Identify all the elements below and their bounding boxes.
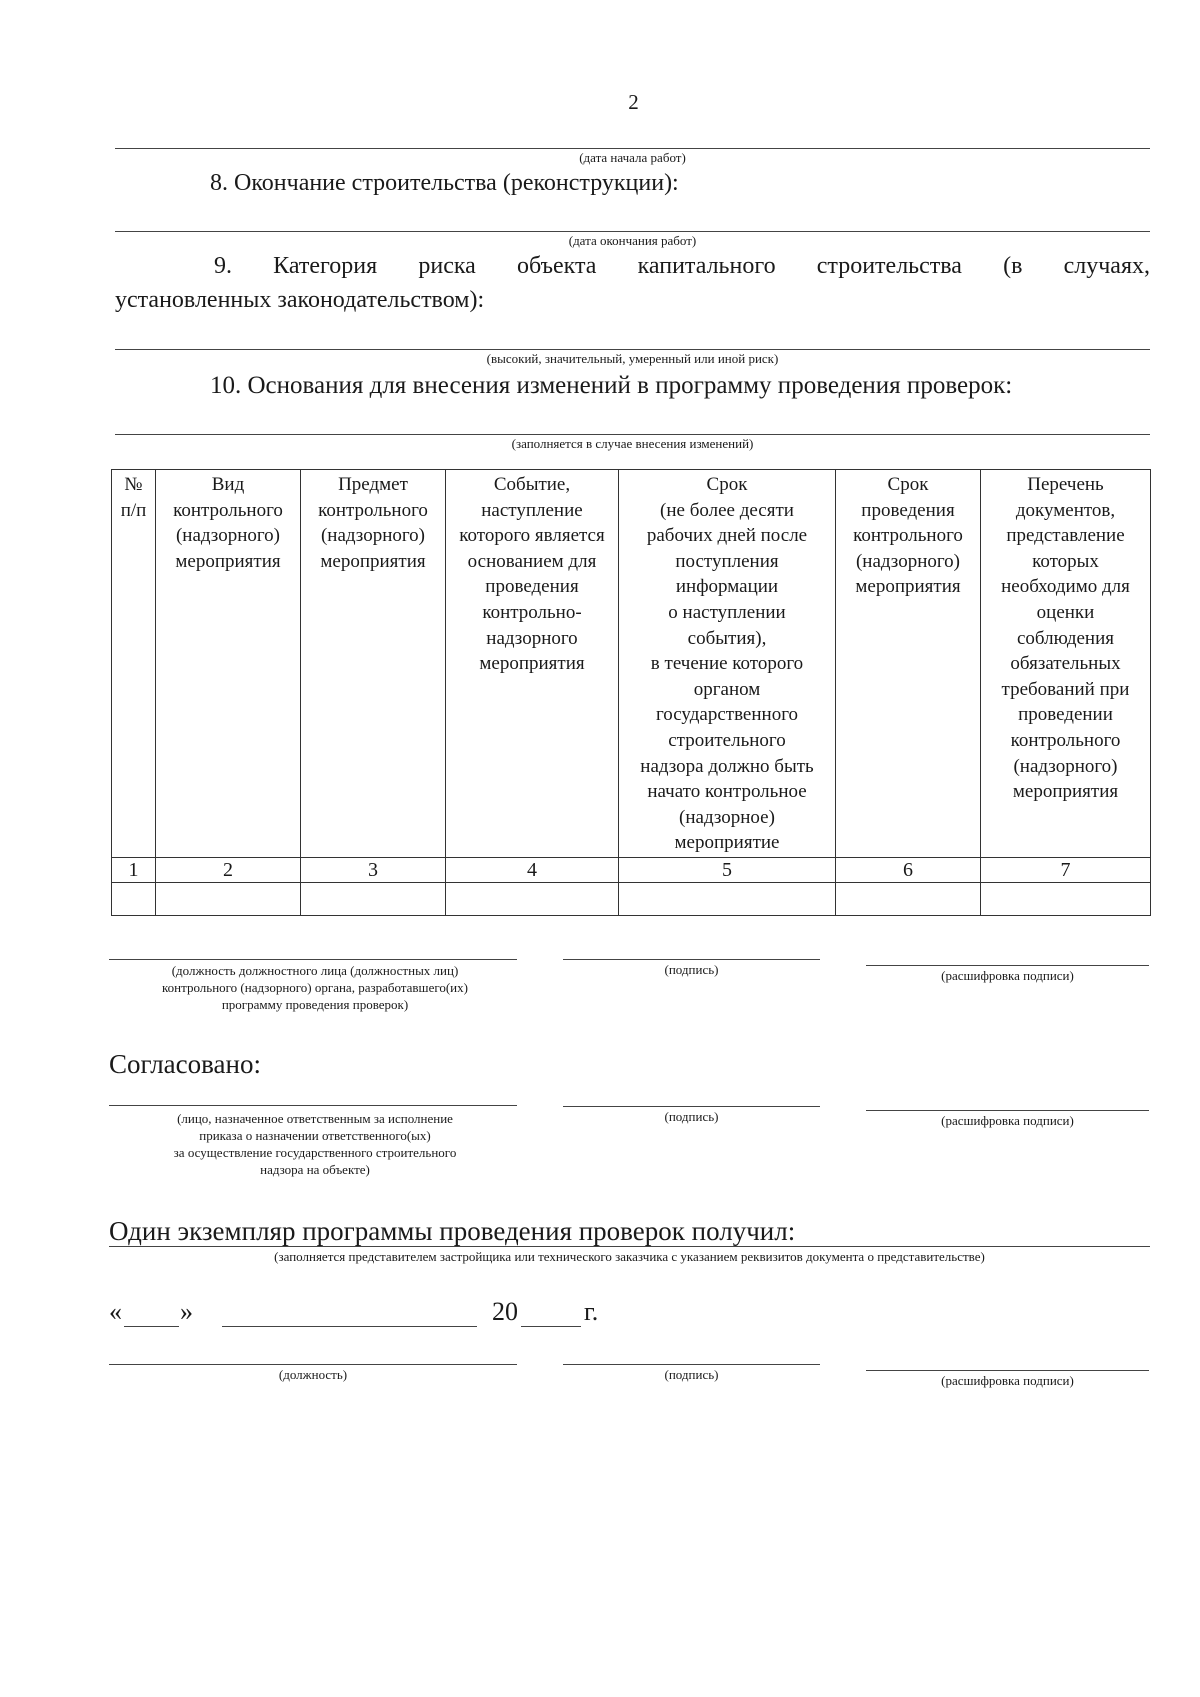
section-9-line-1-text: 9. Категория риска объекта капитального строительства (в случаях, <box>214 253 1150 279</box>
number-cell: 6 <box>836 858 981 883</box>
section-9-line-1 <box>214 253 1150 280</box>
recipient-decryption-line[interactable] <box>866 1370 1149 1371</box>
header-cell: Срок (не более десяти рабочих дней после поступления информации о наступлении события), в течение которого органом государственного строительного надзора должно быть начато контрольное (надзорное) мероприятие <box>619 470 836 858</box>
agreed-signature-caption: (подпись) <box>664 1109 719 1124</box>
table-cell[interactable] <box>836 883 981 916</box>
table-cell[interactable] <box>981 883 1151 916</box>
risk-caption: (высокий, значительный, умеренный или иной риск) <box>486 351 779 366</box>
recipient-decryption-caption: (расшифровка подписи) <box>941 1373 1074 1388</box>
agreed-decryption-line[interactable] <box>866 1110 1149 1111</box>
number-cell: 7 <box>981 858 1151 883</box>
changes-caption: (заполняется в случае внесения изменений) <box>511 436 754 451</box>
developer-position-caption: (должность должностного лица (должностных лиц) контрольного (надзорного) органа, разработавшего(их) программу проведения проверок) <box>162 963 468 1012</box>
date-close-quote: » <box>180 1297 193 1326</box>
agreed-signature-line[interactable] <box>563 1106 820 1107</box>
end-date-caption: (дата окончания работ) <box>568 233 697 248</box>
agreed-heading: Согласовано: <box>109 1049 261 1079</box>
section-10-heading: 10. Основания для внесения изменений в программу проведения проверок: <box>210 372 1013 399</box>
recipient-signature-line[interactable] <box>563 1364 820 1365</box>
table-row <box>112 883 1151 916</box>
section-9-line-2: установленных законодательством): <box>115 287 485 313</box>
start-date-line <box>115 148 1150 149</box>
recipient-position-caption: (должность) <box>278 1367 348 1382</box>
header-cell: Срок проведения контрольного (надзорного) мероприятия <box>836 470 981 858</box>
number-cell: 2 <box>156 858 301 883</box>
number-cell: 5 <box>619 858 836 883</box>
developer-signature-line[interactable] <box>563 959 820 960</box>
recipient-signature-caption: (подпись) <box>664 1367 719 1382</box>
date-month-line[interactable] <box>222 1326 477 1327</box>
header-cell: № п/п <box>112 470 156 858</box>
number-cell: 4 <box>446 858 619 883</box>
received-caption: (заполняется представителем застройщика или технического заказчика с указанием реквизитов документа о представительстве) <box>274 1249 985 1264</box>
agreed-decryption-caption: (расшифровка подписи) <box>941 1113 1074 1128</box>
developer-decryption-line[interactable] <box>866 965 1149 966</box>
header-cell: Предмет контрольного (надзорного) мероприятия <box>301 470 446 858</box>
received-heading: Один экземпляр программы проведения проверок получил: <box>109 1216 796 1246</box>
table-header-row <box>112 470 1151 858</box>
table-cell[interactable] <box>619 883 836 916</box>
table-cell[interactable] <box>112 883 156 916</box>
agreed-person-line[interactable] <box>109 1105 517 1106</box>
number-cell: 1 <box>112 858 156 883</box>
date-year-line[interactable] <box>521 1326 581 1327</box>
header-cell: Перечень документов, представление которых необходимо для оценки соблюдения обязательных требований при проведении контрольного (надзорного) мероприятия <box>981 470 1151 858</box>
developer-position-line[interactable] <box>109 959 517 960</box>
table-cell[interactable] <box>446 883 619 916</box>
table-number-row <box>112 858 1151 883</box>
date-day-line[interactable] <box>124 1326 179 1327</box>
risk-line <box>115 349 1150 350</box>
developer-decryption-caption: (расшифровка подписи) <box>941 968 1074 983</box>
table-cell[interactable] <box>301 883 446 916</box>
header-cell: Вид контрольного (надзорного) мероприятия <box>156 470 301 858</box>
end-date-line <box>115 231 1150 232</box>
date-open-quote: « <box>109 1297 122 1326</box>
recipient-position-line[interactable] <box>109 1364 517 1365</box>
agreed-person-caption: (лицо, назначенное ответственным за исполнение приказа о назначении ответственного(ых) за осуществление государственного строительного надзора на объекте) <box>173 1111 457 1177</box>
table-cell[interactable] <box>156 883 301 916</box>
number-cell: 3 <box>301 858 446 883</box>
header-cell: Событие, наступление которого является основанием для проведения контрольно- надзорного мероприятия <box>446 470 619 858</box>
inspection-table <box>111 469 1151 916</box>
date-year-suffix: г. <box>584 1297 599 1326</box>
received-line[interactable] <box>109 1246 1150 1247</box>
changes-line <box>115 434 1150 435</box>
section-8-heading: 8. Окончание строительства (реконструкции): <box>210 170 679 196</box>
date-year-prefix: 20 <box>492 1297 518 1326</box>
developer-signature-caption: (подпись) <box>664 962 719 977</box>
page-number: 2 <box>628 90 639 114</box>
start-date-caption: (дата начала работ) <box>579 150 686 165</box>
